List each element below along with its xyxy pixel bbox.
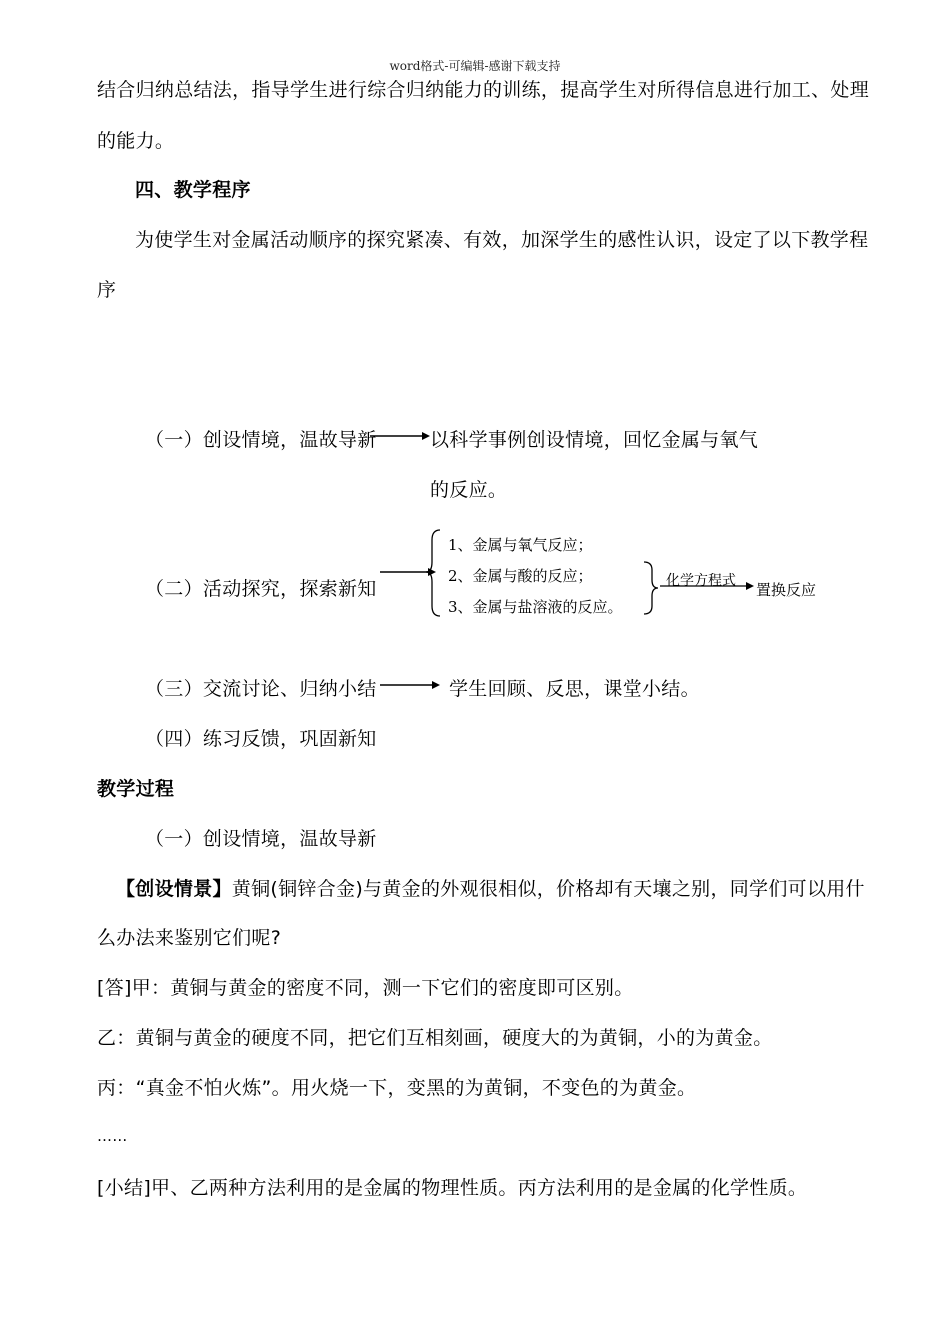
paragraph-1-line-1: 结合归纳总结法，指导学生进行综合归纳能力的训练，提高学生对所得信息进行加工、处理: [97, 79, 870, 101]
scenario-line-2: 么办法来鉴别它们呢?: [97, 927, 282, 949]
paragraph-2-line-1: 为使学生对金属活动顺序的探究紧凑、有效，加深学生的感性认识，设定了以下教学程: [135, 229, 869, 251]
flow-step-3: （三）交流讨论、归纳小结: [145, 678, 377, 700]
flow-arrow-3: [660, 580, 756, 594]
flow-step-2-arrow-label: 化学方程式: [666, 573, 736, 589]
paragraph-2-line-2: 序: [97, 279, 117, 301]
scenario-line-1: [116, 877, 865, 901]
answer-c: 丙：“真金不怕火炼”。用火烧一下，变黑的为黄铜，不变色的为黄金。: [97, 1077, 697, 1099]
flow-step-1-result-line-1: 以科学事例创设情境，回忆金属与氧气: [430, 429, 759, 451]
answer-a: [答]甲：黄铜与黄金的密度不同，测一下它们的密度即可区别。: [97, 977, 634, 999]
flow-step-3-result: 学生回顾、反思，课堂小结。: [449, 678, 700, 700]
flow-step-4: （四）练习反馈，巩固新知: [145, 728, 377, 750]
answer-b: 乙：黄铜与黄金的硬度不同，把它们互相刻画，硬度大的为黄铜，小的为黄金。: [97, 1027, 773, 1049]
scenario-label: 【创设情景】: [116, 878, 232, 900]
process-title: 教学过程: [97, 778, 175, 800]
flow-arrow-4: [380, 676, 442, 696]
section-4-title: 四、教学程序: [135, 179, 251, 201]
ellipsis: ……: [97, 1127, 128, 1145]
page-header: word格式-可编辑-感谢下载支持: [389, 59, 561, 73]
flow-step-2-result: 置换反应: [756, 581, 817, 599]
paragraph-1-line-2: 的能力。: [97, 130, 175, 152]
flow-step-2-item-2: 2、金属与酸的反应；: [448, 567, 593, 585]
summary: [小结]甲、乙两种方法利用的是金属的物理性质。丙方法利用的是金属的化学性质。: [97, 1177, 808, 1199]
flow-arrow-1: [370, 428, 432, 448]
flow-step-1-result-line-2: 的反应。: [430, 479, 508, 501]
flow-step-2: （二）活动探究，探索新知: [145, 578, 377, 600]
scenario-text-1: 黄铜(铜锌合金)与黄金的外观很相似，价格却有天壤之别，同学们可以用什: [231, 878, 865, 900]
left-brace: [424, 528, 444, 618]
flow-step-2-item-3: 3、金属与盐溶液的反应。: [448, 598, 623, 616]
right-brace: [642, 560, 662, 616]
flow-step-2-item-1: 1、金属与氧气反应；: [448, 536, 593, 554]
process-subtitle-1: （一）创设情境，温故导新: [145, 828, 377, 850]
flow-step-1: （一）创设情境，温故导新: [145, 429, 377, 451]
